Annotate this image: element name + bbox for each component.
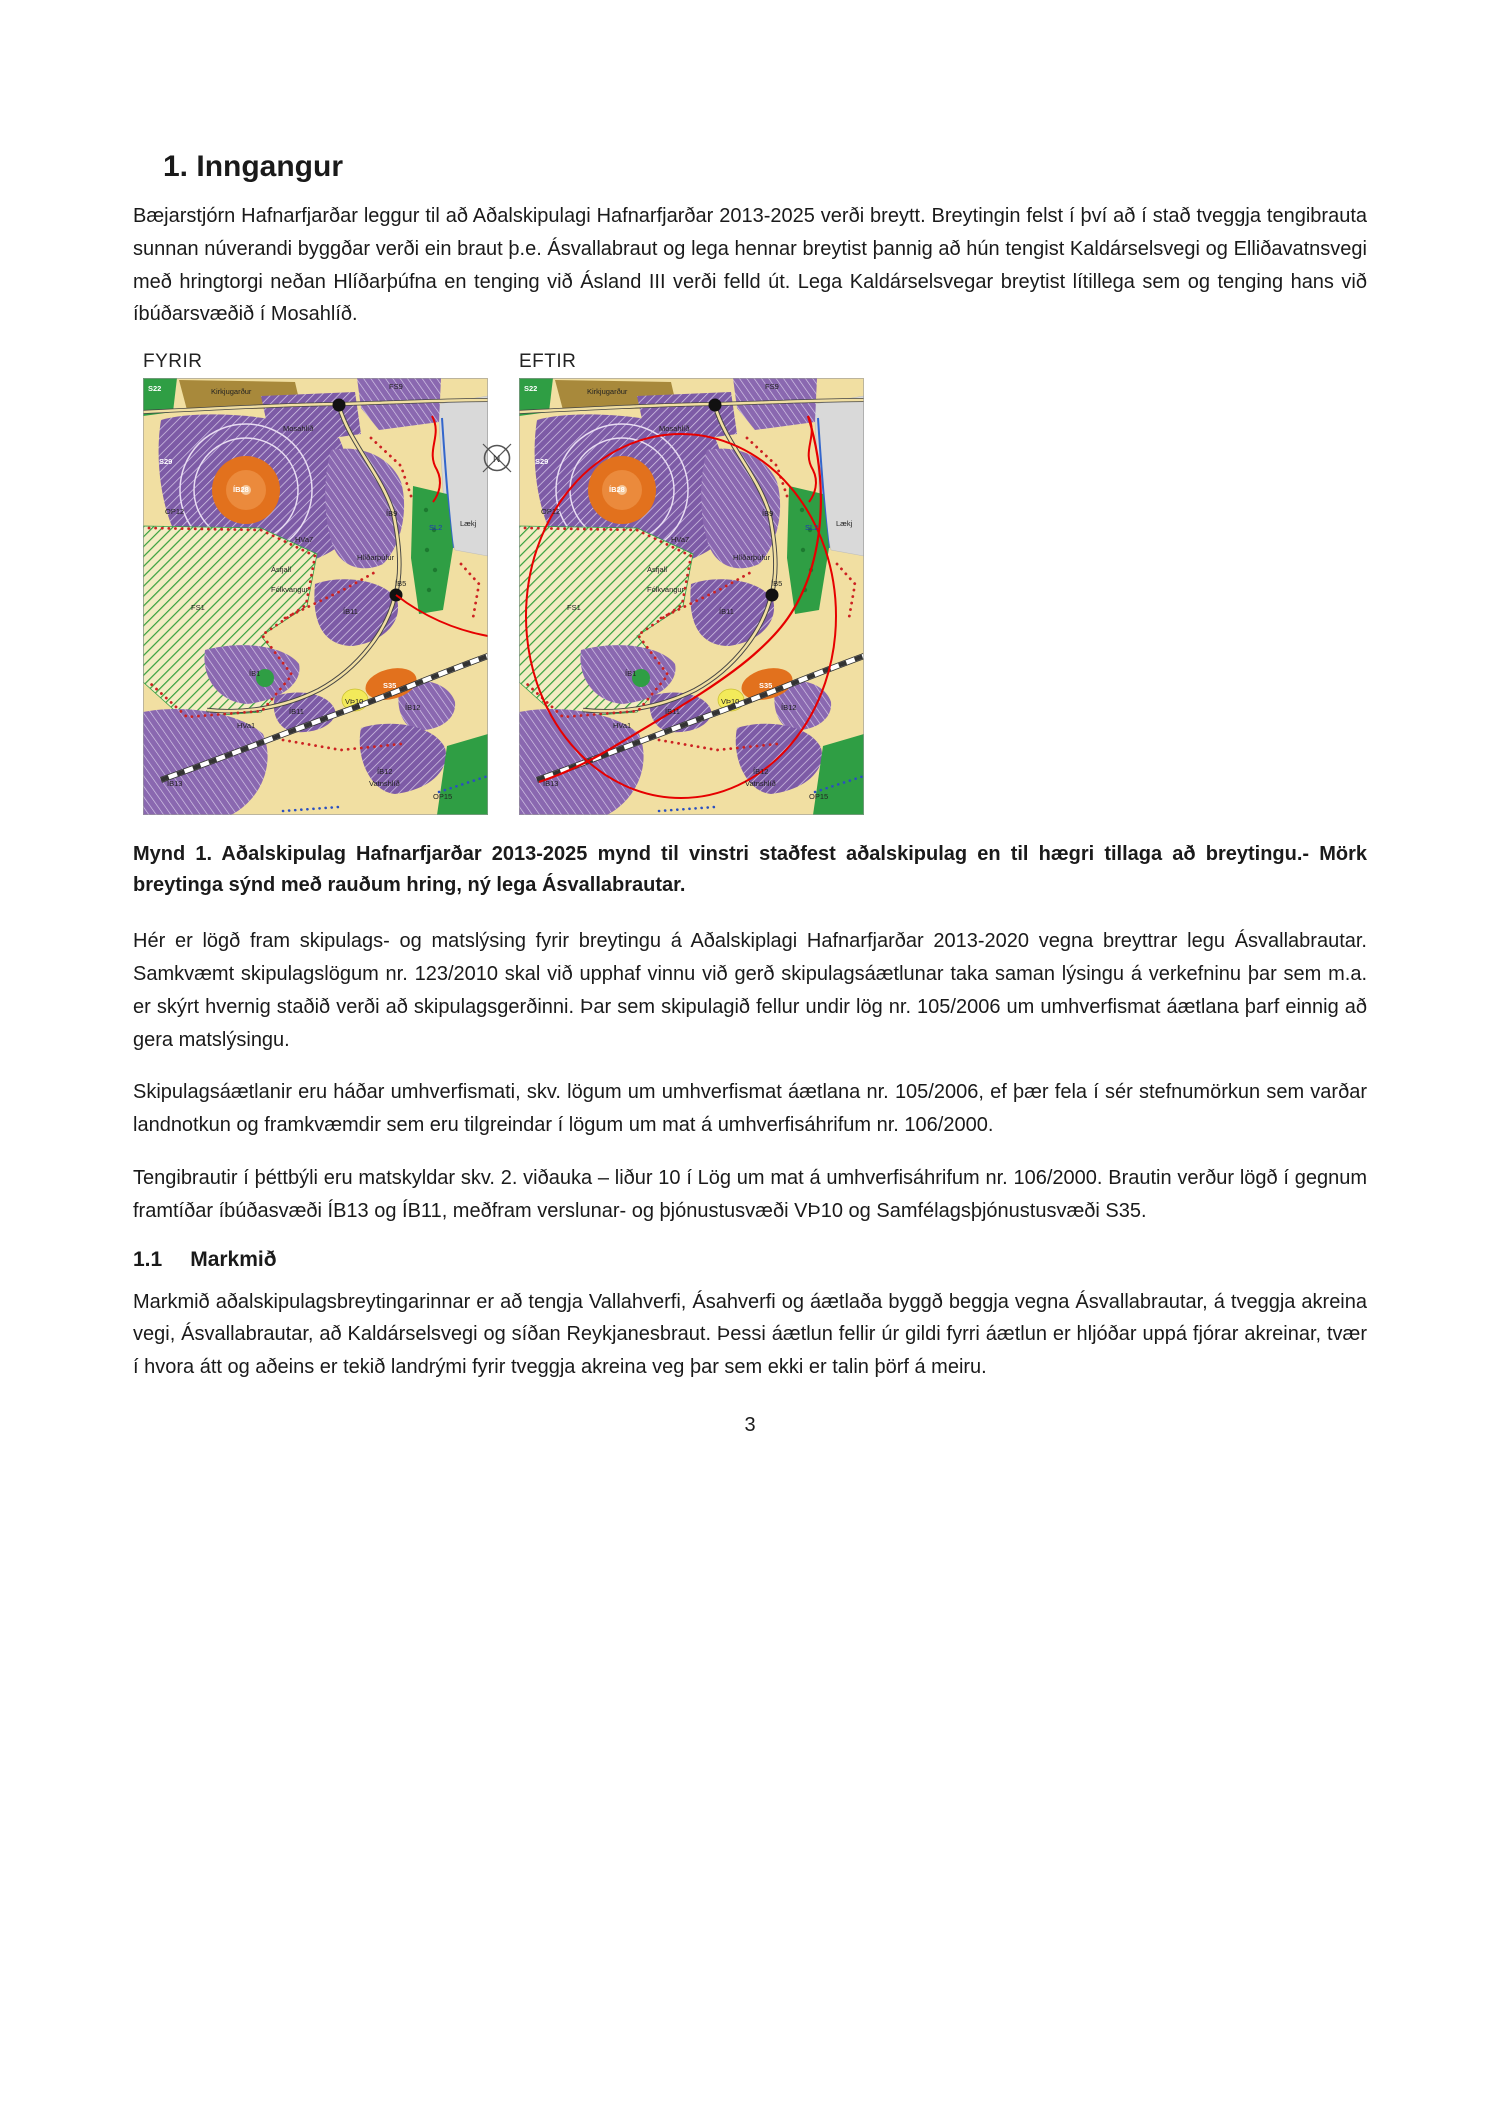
svg-text:Hlíðarþúfur: Hlíðarþúfur (733, 553, 771, 563)
page-number: 3 (744, 1413, 756, 1436)
svg-text:Ásfjall: Ásfjall (647, 565, 668, 575)
svg-text:ÍB11: ÍB11 (343, 607, 358, 617)
map-block-eftir (519, 351, 864, 815)
svg-text:S22: S22 (524, 384, 538, 394)
svg-text:ÍB1: ÍB1 (625, 669, 637, 679)
subsection-number: 1.1 (133, 1247, 163, 1271)
zoning-map-svg (143, 378, 488, 815)
svg-text:FS1: FS1 (567, 603, 581, 613)
paragraph-2: Hér er lögð fram skipulags- og matslýsing fyrir breytingu á Aðalskiplagi Hafnarfjarðar 2013-2020 vegna breyttrar legu Ásvallabrautar. Samkvæmt skipulagslögum nr. 123/2010 skal við upphaf vinnu við gerð skipulagsáætlunar taka saman lýsingu á verkefninu þar sem m.a. er skýrt hvernig staðið verði að skipulagsgerðinni. Þar sem skipulagið fellur undir lög nr. 105/2006 um umhverfismat áætlana þarf einnig að gera matslýsingu. (133, 930, 1367, 1051)
svg-text:ÍB28: ÍB28 (233, 485, 249, 495)
map-title-fyrir: FYRIR (143, 351, 203, 373)
svg-text:SL2: SL2 (805, 523, 819, 533)
figure-1 (133, 351, 1367, 901)
svg-text:ÍB13: ÍB13 (543, 779, 559, 789)
svg-text:ÍB11: ÍB11 (665, 707, 680, 717)
svg-text:HVa7: HVa7 (295, 535, 314, 545)
svg-text:Mosahlíð: Mosahlíð (283, 424, 314, 434)
figure-caption: Mynd 1. Aðalskipulag Hafnarfjarðar 2013-2025 mynd til vinstri staðfest aðalskipulag en til hægri tillaga að breytingu.- Mörk breytinga sýnd með rauðum hring, ný lega Ásvallabrautar. (133, 843, 1367, 897)
svg-text:Kirkjugarður: Kirkjugarður (587, 387, 628, 397)
svg-text:HVa7: HVa7 (671, 535, 690, 545)
svg-text:HVa1: HVa1 (237, 721, 256, 731)
map-title-eftir: EFTIR (519, 351, 577, 373)
svg-text:Lækj: Lækj (460, 519, 477, 529)
map-fyrir (143, 378, 488, 815)
svg-text:ÍB9: ÍB9 (386, 509, 398, 519)
compass-icon (476, 437, 518, 479)
svg-text:Vatnshlíð: Vatnshlíð (369, 779, 400, 789)
svg-text:S29: S29 (535, 457, 549, 467)
svg-text:VÞ10: VÞ10 (721, 697, 740, 707)
svg-text:S29: S29 (159, 457, 173, 467)
svg-text:Ásfjall: Ásfjall (271, 565, 292, 575)
svg-text:ÍB12: ÍB12 (405, 703, 421, 713)
paragraph-4: Tengibrautir í þéttbýli eru matskyldar skv. 2. viðauka – liður 10 í Lög um mat á umhverfisáhrifum nr. 106/2000. Brautin verður lögð í gegnum framtíðar íbúðasvæði ÍB13 og ÍB11, meðfram verslunar- og þjónustusvæði VÞ10 og Samfélagsþjónustusvæði S35. (133, 1166, 1367, 1222)
map-block-fyrir (143, 351, 488, 815)
svg-text:Fólkvangur: Fólkvangur (271, 585, 309, 595)
svg-text:HVa1: HVa1 (613, 721, 632, 731)
svg-text:SL2: SL2 (429, 523, 443, 533)
svg-text:S22: S22 (148, 384, 162, 394)
svg-text:ÍB13: ÍB13 (167, 779, 183, 789)
svg-text:FS9: FS9 (389, 382, 403, 392)
subsection-heading (133, 1248, 1367, 1272)
svg-text:ÍB12: ÍB12 (781, 703, 797, 713)
paragraph-markmid: Markmið aðalskipulagsbreytingarinnar er að tengja Vallahverfi, Ásahverfi og áætlaða byggð beggja vegna Ásvallabrautar, á tveggja akreina vegi, Ásvallabrautar, að Kaldárselsvegi og síðan Reykjanesbraut. Þessi áætlun fellir úr gildi fyrri áætlun er hljóðar uppá fjórar akreinar, tvær í hvora átt og aðeins er tekið landrými fyrir tveggja akreina veg þar sem ekki er talin þörf á meiru. (133, 1290, 1367, 1379)
svg-text:OP15: OP15 (433, 792, 453, 802)
svg-text:S35: S35 (383, 681, 397, 691)
svg-text:ÍB12: ÍB12 (377, 767, 393, 777)
svg-text:ÍB1: ÍB1 (249, 669, 261, 679)
svg-text:Kirkjugarður: Kirkjugarður (211, 387, 252, 397)
svg-text:ÍB11: ÍB11 (719, 607, 734, 617)
svg-text:ÍB9: ÍB9 (762, 509, 774, 519)
svg-text:Fólkvangur: Fólkvangur (647, 585, 685, 595)
svg-text:ÍB5: ÍB5 (771, 579, 783, 589)
svg-text:OP12: OP12 (541, 507, 561, 517)
section-heading: 1. Inngangur (163, 150, 343, 183)
compass-n-label: N (493, 454, 501, 466)
zoning-map-svg (519, 378, 864, 815)
subsection-title: Markmið (190, 1247, 277, 1271)
svg-text:Vatnshlíð: Vatnshlíð (745, 779, 776, 789)
svg-text:FS1: FS1 (191, 603, 205, 613)
svg-text:OP12: OP12 (165, 507, 185, 517)
svg-text:Mosahlíð: Mosahlíð (659, 424, 690, 434)
svg-text:ÍB11: ÍB11 (289, 707, 304, 717)
svg-text:Lækj: Lækj (836, 519, 853, 529)
svg-text:Hlíðarþúfur: Hlíðarþúfur (357, 553, 395, 563)
svg-text:ÍB5: ÍB5 (395, 579, 407, 589)
map-eftir (519, 378, 864, 815)
svg-text:ÍB12: ÍB12 (753, 767, 769, 777)
maps-row (143, 351, 1367, 815)
svg-text:FS9: FS9 (765, 382, 779, 392)
intro-paragraph: Bæjarstjórn Hafnarfjarðar leggur til að Aðalskipulagi Hafnarfjarðar 2013-2025 verði breytt. Breytingin felst í því að í stað tveggja tengibrauta sunnan núverandi byggðar verði ein braut þ.e. Ásvallabraut og lega hennar breytist þannig að hún tengist Kaldárselsvegi og Elliðavatnsvegi með hringtorgi neðan Hlíðarþúfna en tenging við Ásland III verði felld út. Lega Kaldárselsvegar breytist lítillega sem og tenging hans við íbúðarsvæðið í Mosahlíð. (133, 205, 1367, 326)
svg-text:S35: S35 (759, 681, 773, 691)
svg-text:OP15: OP15 (809, 792, 829, 802)
svg-text:VÞ10: VÞ10 (345, 697, 364, 707)
svg-text:ÍB28: ÍB28 (609, 485, 625, 495)
paragraph-3: Skipulagsáætlanir eru háðar umhverfismati, skv. lögum um umhverfismat áætlana nr. 105/2006, ef þær fela í sér stefnumörkun sem varðar landnotkun og framkvæmdir sem eru tilgreindar í lögum um mat á umhverfisáhrifum nr. 106/2000. (133, 1081, 1367, 1137)
